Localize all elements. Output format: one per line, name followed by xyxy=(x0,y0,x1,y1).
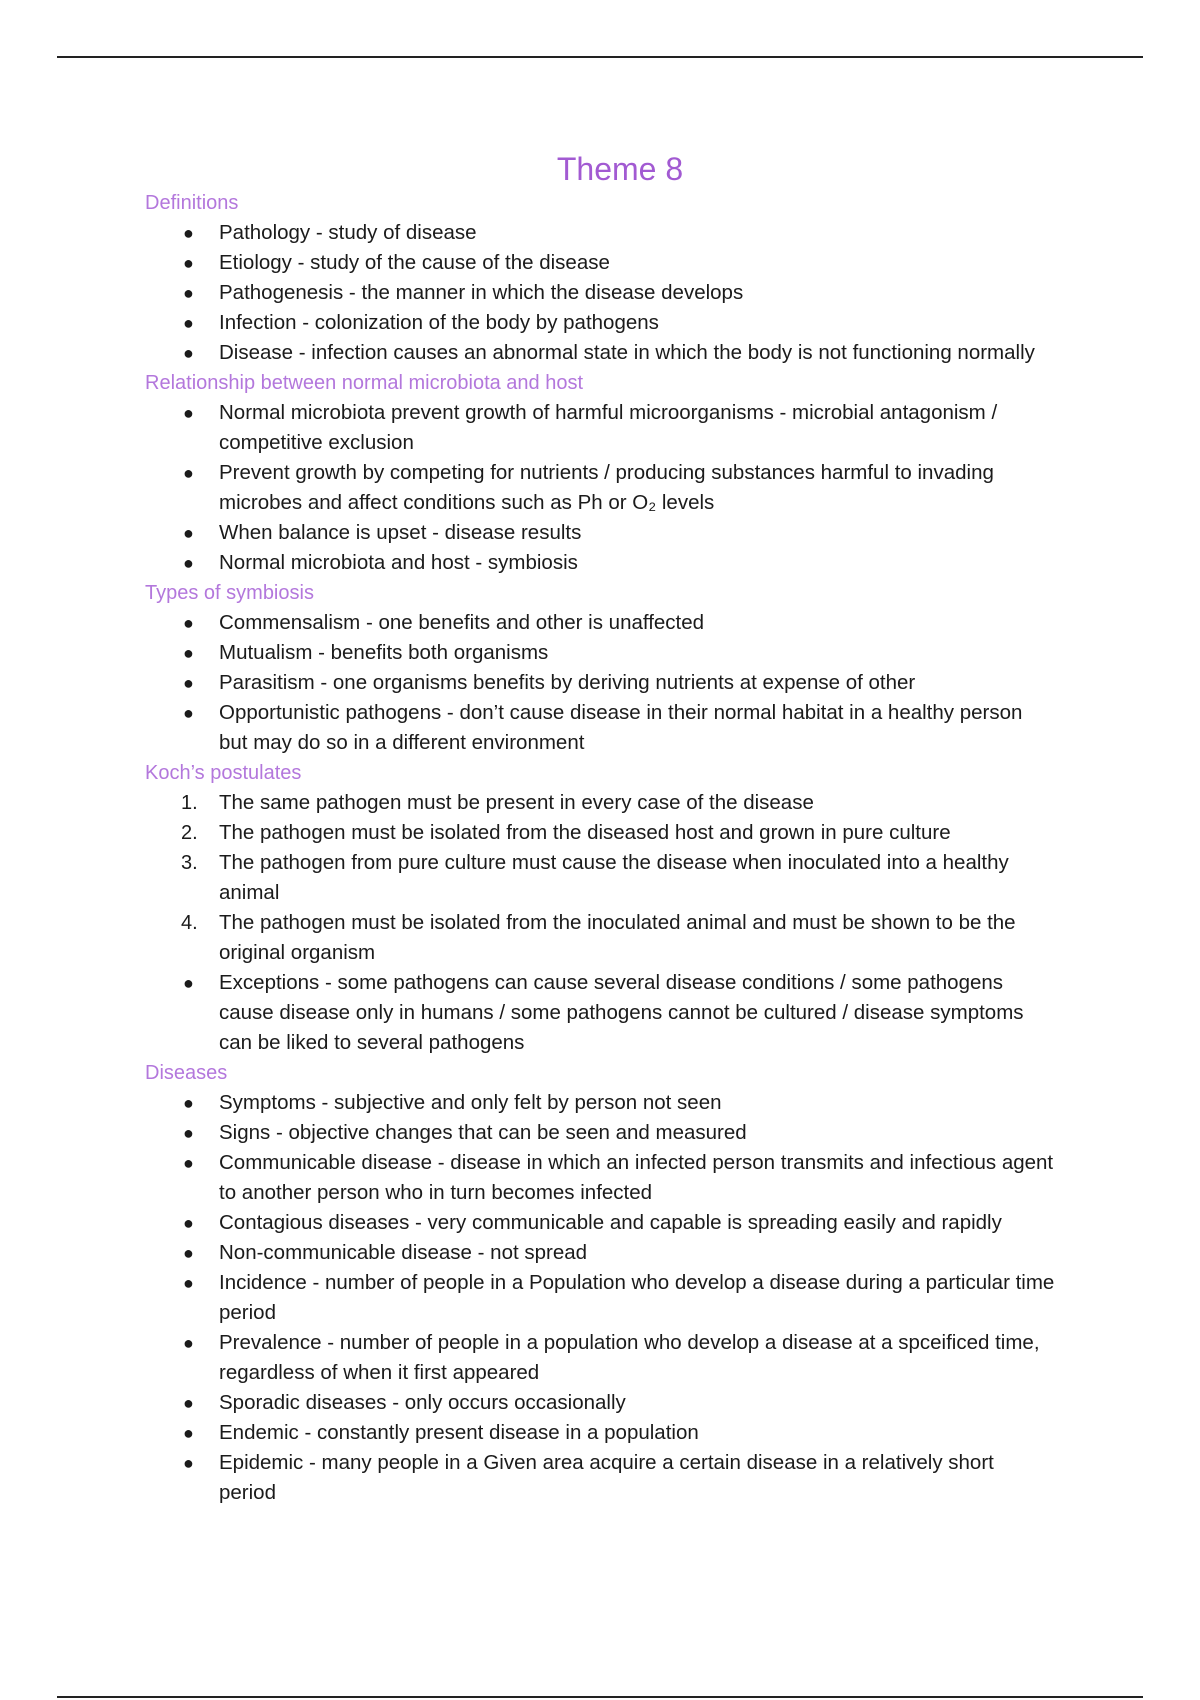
document-body xyxy=(145,150,1055,1508)
section-heading-relationship: Relationship between normal microbiota and host xyxy=(145,372,584,394)
bullet-icon: ● xyxy=(183,1123,194,1143)
item-number: 4. xyxy=(181,912,198,934)
numbered-item: 3. The pathogen from pure culture must cause the disease when inoculated into a healthy animal xyxy=(145,848,1055,908)
definitions-list xyxy=(145,218,1055,368)
footer-rule xyxy=(57,1696,1143,1698)
section-heading-symbiosis: Types of symbiosis xyxy=(145,582,314,604)
item-number: 3. xyxy=(181,852,198,874)
list-item: ● Signs - objective changes that can be seen and measured xyxy=(145,1118,1055,1148)
bullet-icon: ● xyxy=(183,343,194,363)
list-item: ● Contagious diseases - very communicable and capable is spreading easily and rapidly xyxy=(145,1208,1055,1238)
list-item: ● Opportunistic pathogens - don’t cause disease in their normal habitat in a healthy person but may do so in a different environment xyxy=(145,698,1055,758)
bullet-icon: ● xyxy=(183,1393,194,1413)
list-item: ● Pathogenesis - the manner in which the disease develops xyxy=(145,278,1055,308)
list-item: ● Mutualism - benefits both organisms xyxy=(145,638,1055,668)
item-number: 2. xyxy=(181,822,198,844)
list-item: ● Non-communicable disease - not spread xyxy=(145,1238,1055,1268)
section-heading-definitions: Definitions xyxy=(145,192,239,214)
bullet-icon: ● xyxy=(183,1273,194,1293)
list-item: ● Etiology - study of the cause of the disease xyxy=(145,248,1055,278)
list-item: ● Sporadic diseases - only occurs occasionally xyxy=(145,1388,1055,1418)
list-item: ● Epidemic - many people in a Given area acquire a certain disease in a relatively short period xyxy=(145,1448,1055,1508)
list-item: ● Exceptions - some pathogens can cause several disease conditions / some pathogens cause disease only in humans / some pathogens cannot be cultured / disease symptoms can be liked to several pathogens xyxy=(145,968,1055,1058)
bullet-icon: ● xyxy=(183,463,194,483)
list-item: ● Prevalence - number of people in a population who develop a disease at a spceificed time, regardless of when it first appeared xyxy=(145,1328,1055,1388)
bullet-icon: ● xyxy=(183,613,194,633)
list-item: ● When balance is upset - disease results xyxy=(145,518,1055,548)
list-item: ● Parasitism - one organisms benefits by deriving nutrients at expense of other xyxy=(145,668,1055,698)
bullet-icon: ● xyxy=(183,673,194,693)
symbiosis-list xyxy=(145,608,1055,758)
bullet-icon: ● xyxy=(183,1213,194,1233)
section-heading-diseases: Diseases xyxy=(145,1062,228,1084)
list-item: ● Commensalism - one benefits and other is unaffected xyxy=(145,608,1055,638)
kochs-exceptions-list xyxy=(145,968,1055,1058)
header-rule xyxy=(57,56,1143,58)
bullet-icon: ● xyxy=(183,703,194,723)
list-item: ● Pathology - study of disease xyxy=(145,218,1055,248)
bullet-icon: ● xyxy=(183,553,194,573)
list-item: ● Symptoms - subjective and only felt by person not seen xyxy=(145,1088,1055,1118)
bullet-icon: ● xyxy=(183,1423,194,1443)
bullet-icon: ● xyxy=(183,1243,194,1263)
bullet-icon: ● xyxy=(183,643,194,663)
kochs-postulates-list xyxy=(145,788,1055,968)
bullet-icon: ● xyxy=(183,223,194,243)
numbered-item: 4. The pathogen must be isolated from the inoculated animal and must be shown to be the original organism xyxy=(145,908,1055,968)
item-number: 1. xyxy=(181,792,198,814)
numbered-item: 1. The same pathogen must be present in every case of the disease xyxy=(145,788,1055,818)
bullet-icon: ● xyxy=(183,523,194,543)
list-item: ● Infection - colonization of the body by pathogens xyxy=(145,308,1055,338)
list-item: ● Endemic - constantly present disease in a population xyxy=(145,1418,1055,1448)
list-item: ● Prevent growth by competing for nutrients / producing substances harmful to invading microbes and affect conditions such as Ph or O₂ levels xyxy=(145,458,1055,518)
list-item: ● Disease - infection causes an abnormal state in which the body is not functioning normally xyxy=(145,338,1055,368)
bullet-icon: ● xyxy=(183,403,194,423)
bullet-icon: ● xyxy=(183,253,194,273)
section-heading-kochs-postulates: Koch’s postulates xyxy=(145,762,302,784)
list-item: ● Normal microbiota prevent growth of harmful microorganisms - microbial antagonism / competitive exclusion xyxy=(145,398,1055,458)
bullet-icon: ● xyxy=(183,1453,194,1473)
list-item: ● Communicable disease - disease in which an infected person transmits and infectious agent to another person who in turn becomes infected xyxy=(145,1148,1055,1208)
bullet-icon: ● xyxy=(183,1333,194,1353)
list-item: ● Normal microbiota and host - symbiosis xyxy=(145,548,1055,578)
numbered-item: 2. The pathogen must be isolated from the diseased host and grown in pure culture xyxy=(145,818,1055,848)
bullet-icon: ● xyxy=(183,1153,194,1173)
bullet-icon: ● xyxy=(183,973,194,993)
bullet-icon: ● xyxy=(183,1093,194,1113)
bullet-icon: ● xyxy=(183,313,194,333)
diseases-list xyxy=(145,1088,1055,1508)
page-title: Theme 8 xyxy=(556,151,684,187)
list-item: ● Incidence - number of people in a Population who develop a disease during a particular time period xyxy=(145,1268,1055,1328)
relationship-list xyxy=(145,398,1055,578)
bullet-icon: ● xyxy=(183,283,194,303)
